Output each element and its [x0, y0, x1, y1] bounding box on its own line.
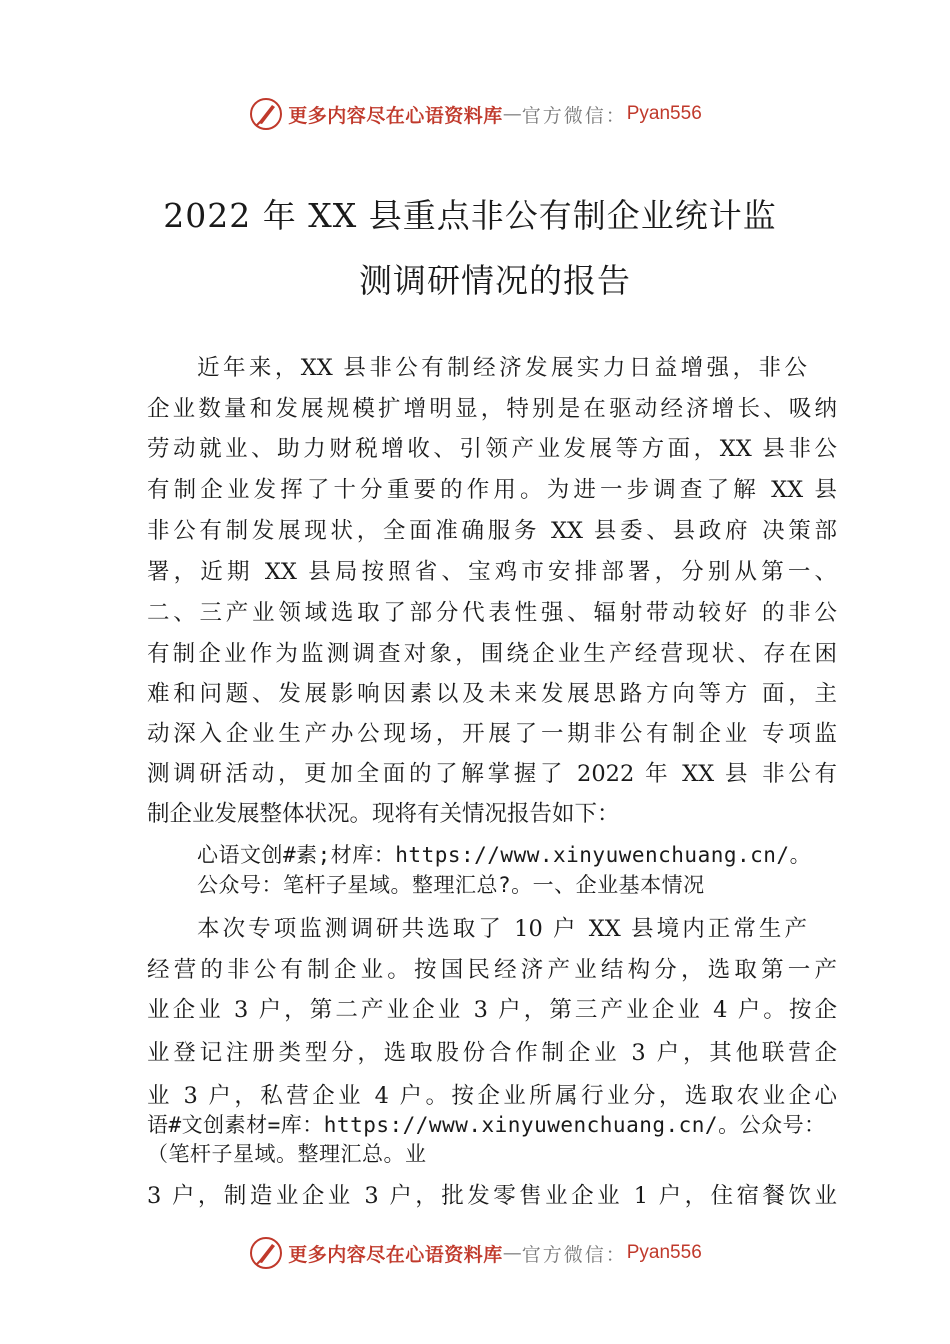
watermark-line: （笔杆子星域。整理汇总。业	[147, 1142, 427, 1166]
header-banner	[0, 94, 950, 134]
footer-banner	[0, 1233, 950, 1273]
paragraph-line: 有制企业作为监测调查对象，围绕企业生产经营现状、存在困	[147, 641, 837, 667]
paragraph-line: 本次专项监测调研共选取了 10 户 XX 县境内正常生产	[197, 916, 807, 942]
paragraph-line: 有制企业发挥了十分重要的作用。为进一步调查了解 XX 县	[147, 477, 837, 503]
paragraph-line: 劳动就业、助力财税增收、引领产业发展等方面，XX 县非公	[147, 436, 837, 462]
banner-title: 更多内容尽在心语资料库	[288, 104, 503, 127]
paragraph-line: 动深入企业生产办公现场，开展了一期非公有制企业 专项监	[147, 721, 837, 747]
banner-dash: —	[502, 1242, 522, 1264]
watermark-line: 心语文创#素;材库：https://www.xinyuwenchuang.cn/。	[197, 843, 812, 867]
section-heading-line: 公众号：笔杆子星域。整理汇总?。一、企业基本情况	[197, 873, 705, 897]
paragraph-line: 二、三产业领域选取了部分代表性强、辐射带动较好 的非公	[147, 600, 837, 626]
paragraph-line: 业企业 3 户，第二产业企业 3 户，第三产业企业 4 户。按企	[147, 997, 837, 1023]
quill-logo-icon	[248, 1235, 284, 1271]
document-title-line-1: 2022 年 XX 县重点非公有制企业统计监	[163, 196, 777, 235]
banner-wechat-label: 官方微信：	[521, 104, 627, 127]
paragraph-line: 近年来，XX 县非公有制经济发展实力日益增强，非公	[197, 355, 807, 381]
quill-logo-icon	[248, 96, 284, 132]
paragraph-line: 测调研活动，更加全面的了解掌握了 2022 年 XX 县 非公有	[147, 761, 837, 787]
paragraph-line: 署，近期 XX 县局按照省、宝鸡市安排部署，分别从第一、	[147, 559, 837, 585]
paragraph-line: 难和问题、发展影响因素以及未来发展思路方向等方 面，主	[147, 681, 837, 707]
banner-title: 更多内容尽在心语资料库	[288, 1243, 503, 1266]
paragraph-line: 经营的非公有制企业。按国民经济产业结构分，选取第一产	[147, 957, 837, 983]
paragraph-line: 企业数量和发展规模扩增明显，特别是在驱动经济增长、吸纳	[147, 396, 837, 422]
paragraph-line: 业 3 户，私营企业 4 户。按企业所属行业分，选取农业企心	[147, 1083, 837, 1109]
document-title-line-2: 测调研情况的报告	[359, 261, 631, 300]
paragraph-line: 制企业发展整体状况。现将有关情况报告如下：	[147, 801, 620, 827]
banner-wechat-id: Pyan556	[626, 1242, 702, 1263]
banner-dash: —	[502, 103, 522, 125]
banner-wechat-id: Pyan556	[626, 103, 702, 124]
paragraph-line: 3 户，制造业企业 3 户，批发零售业企业 1 户，住宿餐饮业	[147, 1183, 837, 1209]
paragraph-line: 非公有制发展现状，全面准确服务 XX 县委、县政府 决策部	[147, 518, 837, 544]
watermark-line: 语#文创素材=库：https://www.xinyuwenchuang.cn/。公众号：	[147, 1113, 826, 1137]
paragraph-line: 业登记注册类型分，选取股份合作制企业 3 户，其他联营企	[147, 1040, 837, 1066]
banner-wechat-label: 官方微信：	[521, 1243, 627, 1266]
